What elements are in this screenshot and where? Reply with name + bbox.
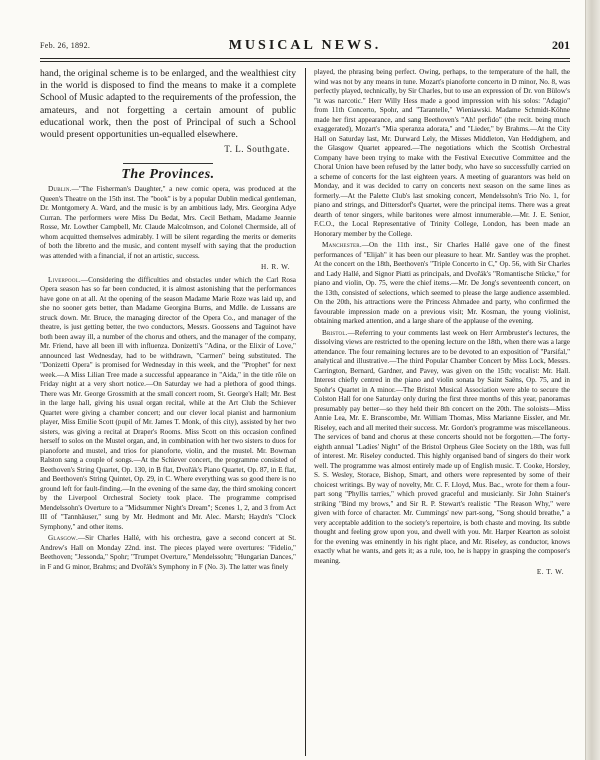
- masthead-title: MUSICAL NEWS.: [228, 38, 382, 53]
- manchester-paragraph: [314, 241, 570, 327]
- issue-date: Feb. 26, 1892.: [40, 41, 91, 50]
- intro-signature: T. L. Southgate.: [224, 144, 290, 155]
- manchester-text: —On the 11th inst., Sir Charles Hallé gave one of the finest performances of "Elijah" it has been our pleasure to hear. Mr. Santley was the prophet. At the concert on the 18th, Beethoven's "Triple Concerto in C," Op. 56, with Sir Charles and Lady Hallé, and Signor Piatti as principals, and Dvořák's "Romantische Stücke," for piano and violin, Op. 75, were the chief items.—Mr. De Jong's seventeenth concert, on the 13th, consisted of selections, which seemed to please the large audience assembled. On the 20th, his attractions were the Princess Ahmadee and party, who confirmed the favourable impression made on a previous visit; Mr. Kosman, the young violinist, obtaining marked attention, and a large share of the applause of the evening.: [314, 241, 570, 325]
- liverpool-text: —Considering the difficulties and obstacles under which the Carl Rosa Opera season has so far been conducted, it is almost astonishing that the performances have gone on at all. At the opening of the season Madame Marie Roze was laid up, and she no sooner gets better, than Madame Georgina Burns, and Mdlle. de Lussans are struck down. Mr. Bruce, the managing director of the Opera Co., and manager of the theatre, is just getting better, the two conductors, Messrs. Goossens and Taguinot have both been away ill, a number of the chorus and others, and the manager of the company, Mr. Friend, have all been ill with influenza. Donizetti's "Adina, or the Elixir of Love," announced last Wednesday, had to be withdrawn, "Carmen" being substituted. The "Donizetti Opera" is promised for Wednesday in this week, and the "Prophet" for next week.—A Miss Lilian Tree made a successful appearance in "Aida," in the title rôle on Friday night at a very short notice.—On Saturday we had a plethora of good things. There was Mr. George Grossmith at the small concert room, St. George's Hall; Mr. Best in the large hall, giving his usual organ recital, while at the Art Club the Schiever Quartet were giving a chamber concert; and our clever local pianist and harmonium player, Miss Emilie Scott (pupil of Mr. James T. Monk, of this city), assisted by her two sisters, was giving a recital at Draper's Rooms. Miss Scott on this occasion confined herself to solos on the Mustel organ, and, in combination with her two sisters to duos for pianoforte and mustel, and trios for pianoforte, violin, and the mustel. Mr. Bowman Ralston sang a couple of songs.—At the Schiever concert, the programme consisted of Beethoven's String Quartet, Op. 130, in B flat, Dvořák's Piano Quartet, Op. 87, in E flat, and Beethoven's String Quintet, Op. 29, in C. Where everything was so good there is no ground left for fault-finding.—In the evening of the same day, the third smoking concert by the Liverpool Orchestral Society took place. The programme comprised Mendelssohn's Overture to a "Midsummer Night's Dream"; Scenes 1, 2, and 3 from Act III of "Tannhäuser," sung by Mr. Hedmont and Mr. Alec. Marsh; Haydn's "Clock Symphony," and other items.: [40, 275, 296, 531]
- dublin-text: —"The Fisherman's Daughter," a new comic opera, was produced at the Queen's Theatre on the 15th inst. The "book" is by a popular Dublin medical gentleman, Dr. Montgomery A. Ward, and the music is by an ambitious lady, Mrs. Georgina Adye Curran. The performers were Miss Du Bedat, Mrs. Cecil Betham, Madame Jeannie Rosse, Mr. Lowther Campbell, Mr. Claude Malcolmson, and Colonel Chermside, all of whom acquitted themselves admirably. I will be silent regarding the merits or demerits of both the libretto and the music, and content myself with saying that the production was attended with a financial, if not an artistic, success.: [40, 185, 296, 260]
- right-column: [314, 68, 570, 758]
- dublin-paragraph: [40, 185, 296, 261]
- glasgow-paragraph: [40, 534, 296, 572]
- bristol-text: —Referring to your comments last week on Herr Armbruster's lectures, the dissolving views are restricted to the opening lecture on the 18th, when there was a large attendance. The four remaining lectures are to be devoted to an exposition of "Parsifal," analytical and illustrative.—The third Popular Chamber Concert by Miss Lock, Messrs. Carrington, Bernard, Gardner, and Pavey, was given on the 15th; vocalist: Mr. Hall. Interest chiefly centred in the piano and violin sonata by Saint Saëns, Op. 75, and in Spohr's Quartet in A minor.—The Bristol Musical Association were able to secure the Colston Hall for one Saturday only during the first three months of this year, panoramas presumably pay better—so they held their 8th concert on the 20th. The soloists—Miss Annie Lea, Mr. E. Branscombe, Mr. William Thomas, Miss Marianne Eissler, and Mr. Riseley, each and all merited their success. Mr. Gordon's programme was miscellaneous. The services of band and chorus at these concerts should not be forgotten.—The forty-eighth annual "Ladies' Night" of the Bristol Orpheus Glee Society on the 18th, was full of interest. Mr. Riseley conducted. This highly organised band of singers do their work well. The programme was almost entirely made up of English music. T. Cooke, Horsley, S. S. Wesley, Storace, Bishop, Smart, and others were represented by some of their choicest writings. By way of novelty, Mr. C. F. Lloyd, Mus. Bac., wrote for them a four-part song "Phyllis tarries," which proved graceful and musicianly. Sir John Stainer's striking "Bind my brows," and Sir R. P. Stewart's realistic "The Reason Why," were given with force of character. Mr. Cummings' new part-song, "Song should breathe," a very acceptable addition to the society's repertoire, is both chaste and moving. Its subtle thought and feeling grow upon you, and dwell with you. Mr. Harper Kearton as soloist for the evening was eminently in his right place, and Mr. Riseley, as conductor, knows exactly what he wants, and gets it; as a rule, too, he is happy in grasping the composer's meaning.: [314, 328, 570, 565]
- page-header: [40, 38, 570, 54]
- manchester-place: Manchester.: [322, 241, 362, 249]
- glasgow-text: —Sir Charles Hallé, with his orchestra, gave a second concert at St. Andrew's Hall on Monday 22nd. inst. The pieces played were overtures: "Fidelio," Beethoven; "Jessonda," Spohr; "Trumpet Overture," Mendelssohn; "Hungarian Dances," in F and G minor, Brahms; and Dvořák's Symphony in F (No. 3). The latter was finely: [40, 534, 296, 571]
- binding-edge: [585, 0, 600, 760]
- dublin-signature: H. R. W.: [261, 263, 290, 272]
- bristol-place: Bristol.: [322, 328, 348, 337]
- glasgow-continued: played, the phrasing being perfect. Owing, perhaps, to the temperature of the hall, the wind was not by any means in tune. Mozart's pianoforte concerto in D minor, No. 8, was perfectly played, technically, by Sir Charles, but to use an expression of Dr. von Bülow's "it was narcotic." Herr Willy Hess made a good impression with his solos: "Adagio" from 11th Concerto, Spohr, and "Tarantelle," Wieniawski. Madame Schmidt-Köhne made her first appearance, and sang Beethoven's "Ah! perfido" (the recit. being much exaggerated), Mozart's "Mia speranza adorata," and "Lieder," by Brahms.—At the City Hall on Saturday last, Mr. Durward Lely, the Misses Middleton, Van Heddighem, and the Glasgow Quartet appeared.—The negotiations which the Scottish Orchestral Company have been trying to make with the Festival Executive Committee and the Choral Union have been refused by the latter body, who have so successfully carried on a scheme of concerts for the last eighteen years. A meeting of guarantors was held on Monday, and it was decided to carry on concerts next season on the same lines as formerly.—At the Palette Club's last smoking concert, Mendelssohn's Trio No. 1, for piano and strings, and Dittersdorf's Quartet, were the principal items. There was a great dearth of tenor singers, while baritones were almost innumerable.—Mr. J. E. Senior, F.C.O., the Local Representative of Trinity College, London, has been made an Honorary member by the College.: [314, 68, 570, 238]
- bristol-signature: E. T. W.: [536, 568, 564, 576]
- glasgow-place: Glasgow.: [48, 534, 78, 543]
- section-divider: [123, 163, 213, 164]
- dublin-place: Dublin.: [48, 185, 72, 194]
- page-number: 201: [552, 38, 570, 52]
- left-column: [40, 68, 296, 758]
- liverpool-paragraph: [40, 276, 296, 533]
- intro-paragraph: hand, the original scheme is to be enlarged, and the wealthiest city in the world is disposed to find the means to make it a complete School of Music adapted to the requirements of the profession, the amateurs, and not forgetting a certain amount of public educational work, then the post of Principal of such a School would present opportunities un-equalled elsewhere.: [40, 68, 296, 141]
- column-divider: [305, 68, 306, 756]
- bristol-paragraph: [314, 329, 570, 567]
- section-title: The Provinces.: [121, 166, 215, 182]
- header-rule: [40, 58, 570, 59]
- header-rule-secondary: [40, 61, 570, 62]
- liverpool-place: Liverpool.: [48, 275, 81, 284]
